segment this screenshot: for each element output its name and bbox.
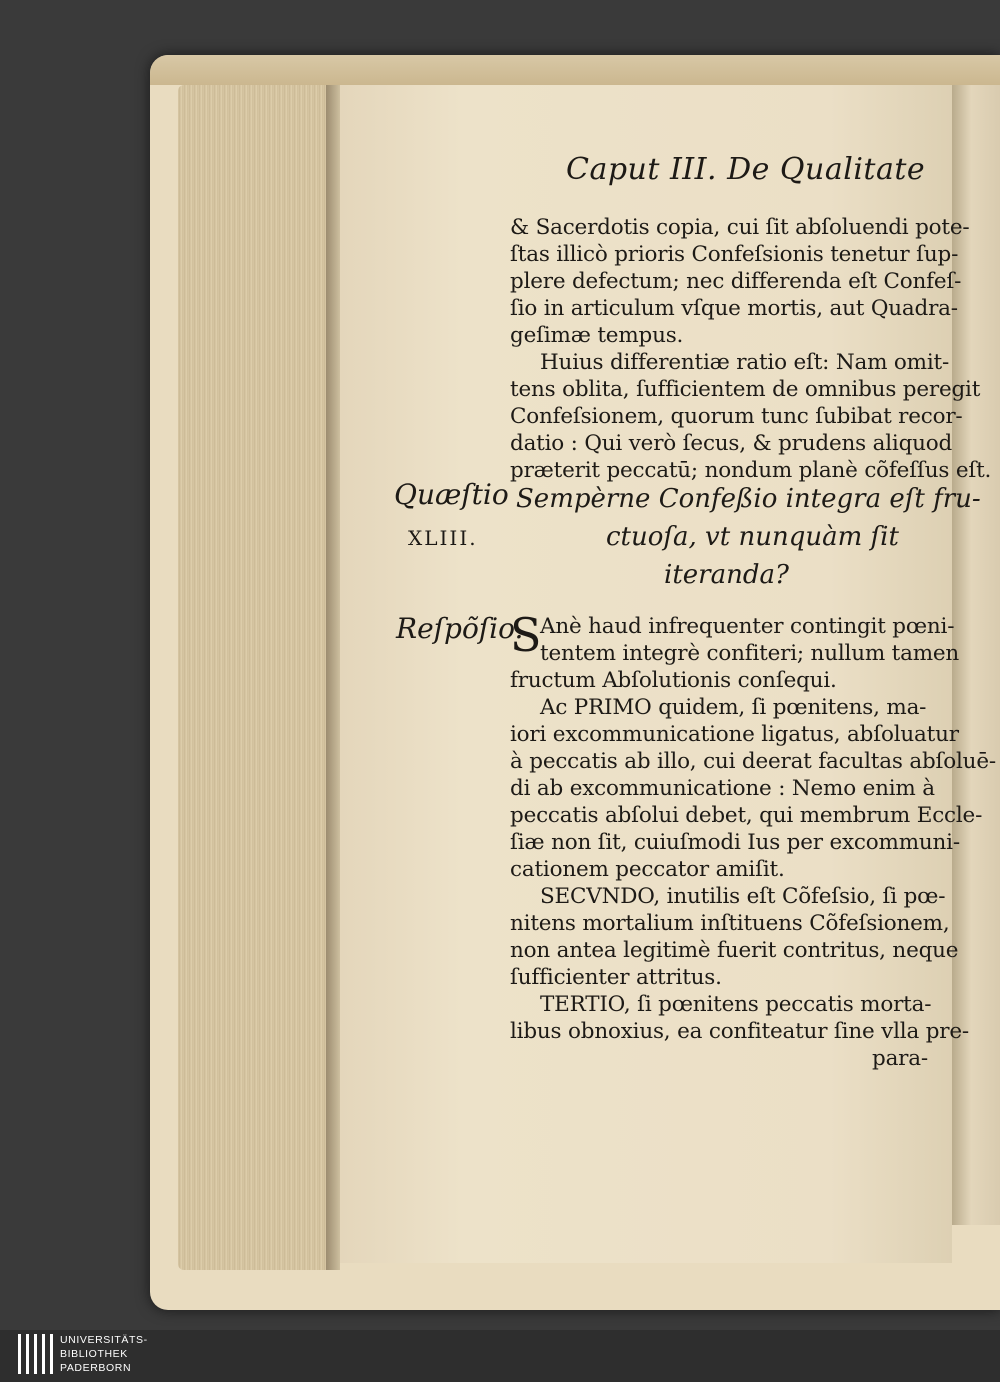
text-line: iori excommunicatione ligatus, abſoluatur	[510, 722, 959, 747]
text-line: di ab excommunicatione : Nemo enim à	[510, 776, 935, 801]
question-title-line: Sempèrne Confeßio integra eſt fru-	[516, 484, 981, 514]
margin-quaestio-number: XLIII.	[408, 526, 478, 550]
text-line: Ac PRIMO quidem, ſi pœnitens, ma-	[540, 695, 927, 720]
text-line: fructum Abſolutionis conſequi.	[510, 668, 837, 693]
library-name-line: UNIVERSITÄTS-	[60, 1334, 148, 1346]
text-line: cationem peccator amiſit.	[510, 857, 785, 882]
text-line: geſimæ tempus.	[510, 323, 684, 348]
book-top-edge	[150, 55, 1000, 85]
margin-quaestio-label: Quæſtio	[394, 478, 509, 511]
catchword: para-	[872, 1046, 928, 1071]
text-line: libus obnoxius, ea confiteatur ſine vlla pre-	[510, 1019, 969, 1044]
text-line: ſiæ non ſit, cuiuſmodi Ius per excommuni-	[510, 830, 960, 855]
library-name-line: BIBLIOTHEK	[60, 1348, 128, 1360]
text-line: præterit peccatū; nondum planè cõfeſſus eſt.	[510, 458, 992, 483]
text-line: ſio in articulum vſque mortis, aut Quadra-	[510, 296, 958, 321]
drop-cap: S	[510, 608, 542, 662]
question-title-line: ctuoſa, vt nunquàm ſit	[606, 522, 899, 552]
text-line: Huius differentiæ ratio eſt: Nam omit-	[540, 350, 950, 375]
library-logo-icon	[18, 1334, 54, 1374]
page-block-edges	[178, 85, 328, 1270]
text-line: peccatis abſolui debet, qui membrum Eccle-	[510, 803, 983, 828]
text-line: SECVNDO, inutilis eſt Cõfeſsio, ſi pœ-	[540, 884, 946, 909]
text-line: non antea legitimè fuerit contritus, neque	[510, 938, 959, 963]
page-gutter	[326, 85, 340, 1270]
text-line: à peccatis ab illo, cui deerat facultas abſoluē-	[510, 749, 996, 774]
margin-responsio-label: Reſpõſio.	[396, 612, 524, 645]
text-line: plere defectum; nec differenda eſt Confeſ-	[510, 269, 962, 294]
text-line: tens oblita, ſufficientem de omnibus peregit	[510, 377, 981, 402]
question-title-line: iteranda?	[664, 560, 789, 590]
text-line: Confeſsionem, quorum tunc ſubibat recor-	[510, 404, 963, 429]
text-line: nitens mortalium inſtituens Cõfeſsionem,	[510, 911, 950, 936]
facing-page-edge	[952, 85, 1000, 1225]
text-line: ſtas illicò prioris Confeſsionis tenetur ſup-	[510, 242, 959, 267]
text-line: & Sacerdotis copia, cui ſit abſoluendi pote-	[510, 215, 970, 240]
running-header: Caput III. De Qualitate	[566, 152, 926, 187]
text-line: ſufficienter attritus.	[510, 965, 722, 990]
library-name-line: PADERBORN	[60, 1362, 132, 1374]
text-line: TERTIO, ſi pœnitens peccatis morta-	[540, 992, 932, 1017]
text-line: datio : Qui verò ſecus, & prudens aliquod	[510, 431, 953, 456]
text-line: Anè haud infrequenter contingit pœni-	[540, 614, 955, 639]
text-line: tentem integrè confiteri; nullum tamen	[540, 641, 960, 666]
